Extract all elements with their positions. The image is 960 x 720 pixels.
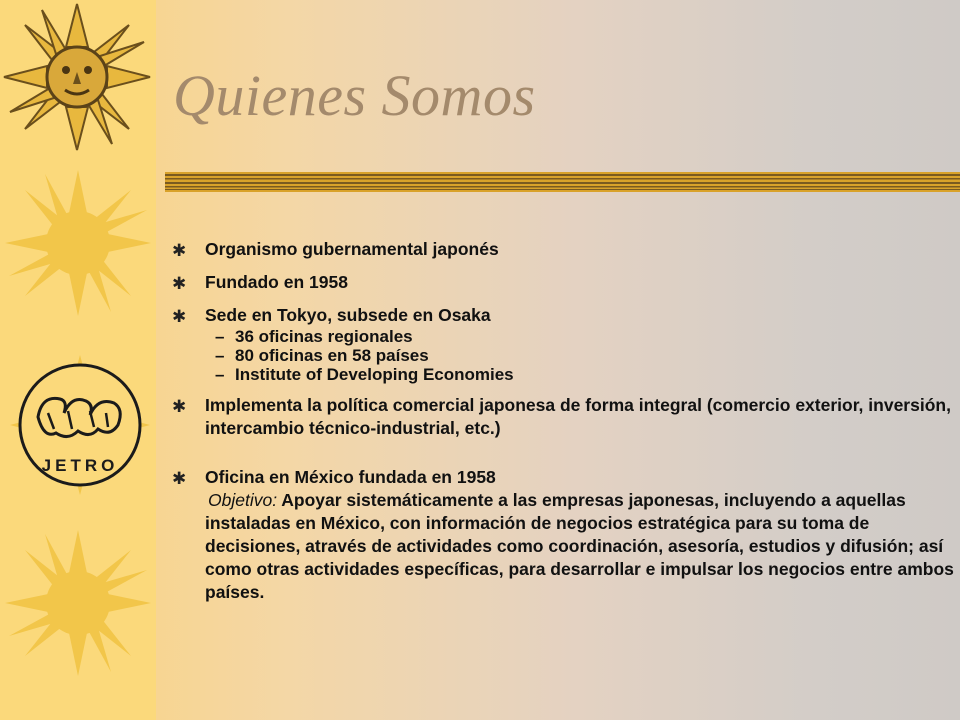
decorative-sidebar (0, 0, 156, 720)
sub-bullet-list (205, 327, 957, 384)
logo-text: JETRO (41, 456, 119, 475)
bullet-star-icon: ✱ (172, 397, 187, 416)
bullet-item (172, 394, 957, 440)
bullet-star-icon: ✱ (172, 307, 187, 326)
jetro-logo (10, 355, 150, 495)
bullet-text: Organismo gubernamental japonés (205, 239, 499, 259)
sun-face-icon (2, 2, 152, 152)
bullet-text: Fundado en 1958 (205, 272, 348, 292)
slide-body (172, 238, 957, 614)
bullet-text: Implementa la política comercial japonesa de forma integral (comercio exterior, inversión, intercambio técnico-industrial, etc.) (205, 395, 951, 438)
bullet-item (172, 304, 957, 384)
sub-bullet-item: – Institute of Developing Economies (215, 365, 514, 384)
bullet-text: Oficina en México fundada en 1958 (205, 467, 496, 487)
bullet-text: Sede en Tokyo, subsede en Osaka (205, 305, 491, 325)
bullet-star-icon: ✱ (172, 469, 187, 488)
slide-title: Quienes Somos (173, 63, 536, 128)
sun-icon (3, 528, 153, 678)
bullet-star-icon: ✱ (172, 274, 187, 293)
objective-label: Objetivo: (208, 490, 278, 510)
bullet-item (172, 466, 957, 604)
bullet-item (172, 271, 957, 294)
title-divider (165, 172, 960, 192)
objective-text: Apoyar sistemáticamente a las empresas japonesas, incluyendo a aquellas instaladas en México, con información de negocios estratégica para su toma de decisiones, através de actividades como coordinación, asesoría, estudios y difusión; así como otras actividades específicas, para desarrollar e impulsar los negocios entre ambos países. (205, 490, 954, 602)
sun-icon (3, 168, 153, 318)
bullet-star-icon: ✱ (172, 241, 187, 260)
bullet-item (172, 238, 957, 261)
sub-bullet-item: – 36 oficinas regionales (215, 327, 413, 346)
sub-bullet-item: – 80 oficinas en 58 países (215, 346, 429, 365)
